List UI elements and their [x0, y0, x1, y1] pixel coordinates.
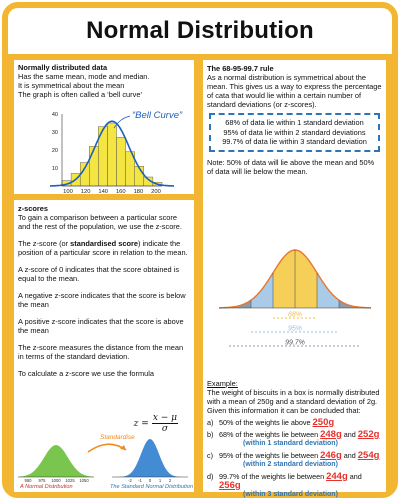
example-item-note: (within 1 standard deviation) [243, 440, 338, 447]
example-item-label: a) [207, 418, 214, 427]
normal-line-1: Has the same mean, mode and median. [18, 72, 150, 81]
answer-value: 252g [357, 429, 380, 440]
standardise-arrow [88, 444, 126, 452]
y-tick-label: 30 [51, 130, 58, 136]
histogram-bar [89, 146, 98, 186]
example-heading: Example: [207, 379, 238, 388]
right-tick-label: 2 [168, 478, 172, 483]
rule-box-line-1: 68% of data lie within 1 standard deviation [225, 118, 364, 127]
z-score-panel [14, 200, 194, 492]
x-tick-label: 120 [80, 189, 91, 195]
z-paragraph-4: A negative z-score indicates that the score is below the mean [18, 291, 186, 309]
left-tick-label: 1025 [65, 478, 75, 483]
x-tick-label: 140 [98, 189, 109, 195]
example-items [207, 418, 382, 499]
normal-heading: Normally distributed data [18, 63, 108, 72]
bell-curve-label: “Bell Curve” [132, 110, 183, 121]
left-tick-label: 950 [24, 478, 32, 483]
normal-line-3: The graph is often called a ‘bell curve’ [18, 90, 143, 99]
bracket-label: 95% [287, 325, 303, 333]
example-item: b) 68% of the weights lie between 248g and 252g [207, 429, 380, 440]
standard-normal-caption: The Standard Normal Distribution [110, 484, 194, 490]
example-item: c) 95% of the weights lie between 246g and 254g [207, 450, 380, 461]
example-item: a) 50% of the weights lie above 250g [207, 417, 335, 428]
y-tick-label: 20 [51, 148, 58, 154]
rule-intro: As a normal distribution is symmetrical about the mean. This gives us a way to express the percentage of cata that would lie within a certain number of standard deviations (or z-scores). [207, 73, 382, 109]
x-tick-label: 100 [63, 189, 73, 195]
example-item-label: d) [207, 472, 214, 481]
answer-value: 246g [320, 450, 342, 461]
x-tick-label: 200 [151, 189, 161, 195]
example-item-note: (within 2 standard deviation) [243, 461, 338, 468]
histogram-bar [107, 123, 116, 186]
z-paragraph-7: To calculate a z-score we use the formula [18, 369, 154, 378]
rule-heading: The 68-95-99.7 rule [207, 64, 274, 73]
answer-value: 248g [320, 429, 342, 440]
left-tick-label: 1050 [79, 478, 89, 483]
right-tick-label: -1 [138, 478, 142, 483]
answer-value: 254g [357, 450, 380, 461]
z-formula: z = $\frac{x - \mu}{\sigma}$ [133, 413, 177, 434]
z-paragraph-2: The z-score (or standardised score) indicate the position of a particular score in relation to the mean. [18, 239, 188, 257]
standard-normal-blue-curve [112, 439, 188, 477]
normal-distribution-green-curve [18, 445, 94, 477]
right-tick-label: -2 [128, 478, 132, 483]
y-tick-label: 40 [51, 112, 58, 118]
z-paragraph-5: A positive z-score indicates that the score is above the mean [18, 317, 184, 335]
bracket-label: 99.7% [285, 339, 305, 347]
x-tick-label: 160 [115, 189, 126, 195]
answer-value: 250g [312, 417, 335, 428]
example-item-label: c) [207, 451, 213, 460]
title-bar [8, 8, 392, 54]
answer-value: 256g [219, 480, 241, 491]
z-heading: z-scores [18, 204, 48, 213]
example-item: d) 99.7% of the weights lie between 244g and 256g [207, 471, 362, 491]
right-tick-label: 1 [158, 478, 162, 483]
answer-value: 244g [326, 471, 348, 482]
normal-line-2: It is symmetrical about the mean [18, 81, 125, 90]
normal-caption: A Normal Distribution [20, 484, 73, 490]
example-item-label: b) [207, 430, 214, 439]
z-paragraph-1: To gain a comparison between a particular score and the rest of the population, we use the z-score. [18, 213, 182, 231]
x-tick-label: 180 [133, 189, 144, 195]
standardise-illustration [14, 428, 194, 490]
histogram-bar [117, 137, 126, 186]
bell-curve-histogram [14, 100, 194, 195]
rule-note: Note: 50% of data will lie above the mean and 50% of data will lie below the mean. [207, 157, 375, 176]
right-tick-label: 0 [148, 478, 152, 483]
rule-box-line-3: 99.7% of data lie within 3 standard deviation [222, 137, 367, 146]
left-tick-label: 975 [38, 478, 46, 483]
rule-box-line-2: 95% of data lie within 2 standard deviations [223, 127, 366, 137]
left-tick-label: 1000 [51, 478, 61, 483]
rule-panel [203, 60, 386, 498]
empirical-rule-diagram [203, 236, 386, 371]
example-text: The weight of biscuits in a box is normally distributed with a mean of 250g and a standard deviation of 2g. Given this information it can be concluded that: [207, 388, 380, 415]
y-tick-label: 10 [51, 166, 58, 172]
z-paragraph-6: The z-score measures the distance from the mean in terms of the standard deviation. [18, 343, 184, 361]
standardise-label: Standardise [100, 434, 135, 441]
example-item-note: (within 3 standard deviation) [243, 491, 338, 498]
normal-distribution-panel [14, 60, 194, 194]
z-paragraph-3: A z-score of 0 indicates that the score obtained is equal to the mean. [18, 265, 180, 283]
rule-summary-box [209, 113, 380, 152]
bracket-label: 68% [287, 311, 303, 319]
page-title: Normal Distribution [86, 17, 314, 44]
